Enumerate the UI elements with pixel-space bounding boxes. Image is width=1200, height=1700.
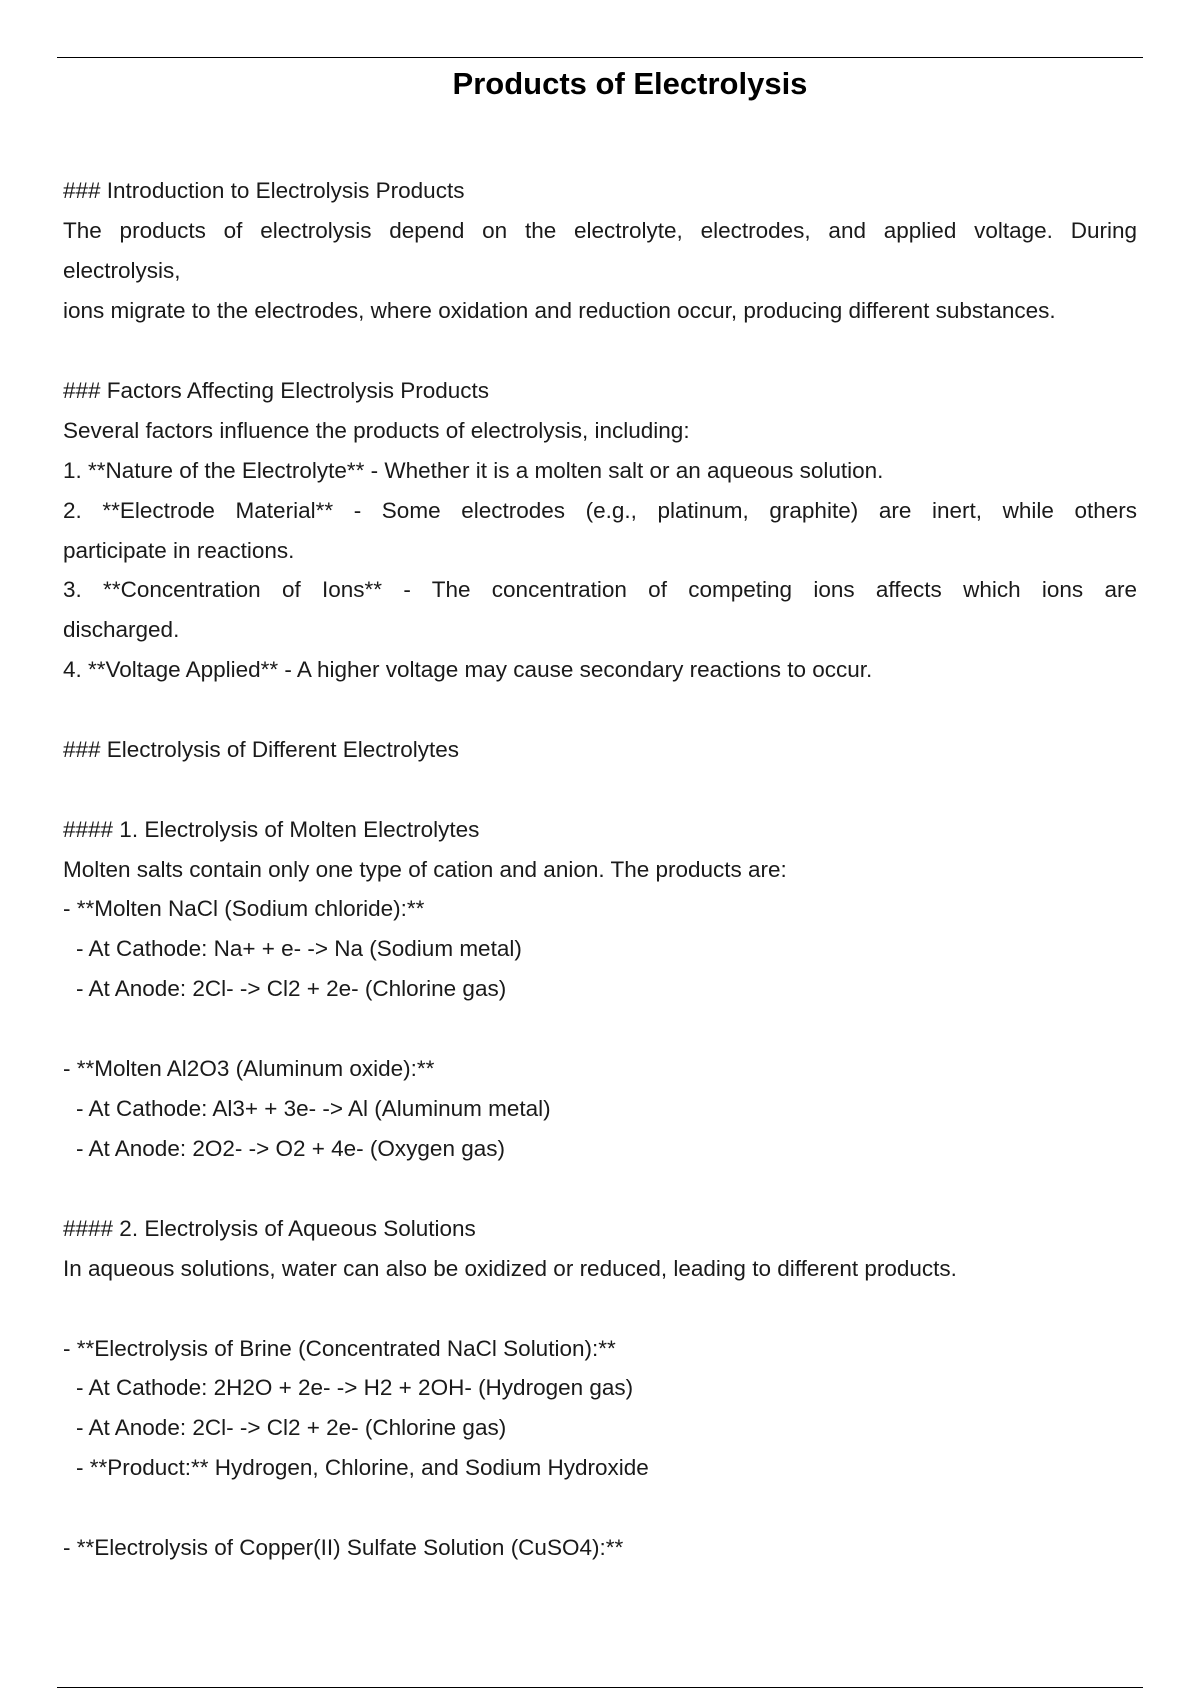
molten-al2o3-heading: - **Molten Al2O3 (Aluminum oxide):** [63, 1056, 435, 1081]
factor-item-1: 1. **Nature of the Electrolyte** - Whether it is a molten salt or an aqueous solution. [63, 458, 884, 483]
molten-nacl-cathode: - At Cathode: Na+ + e- -> Na (Sodium metal) [76, 936, 522, 961]
heading-aqueous-solutions: #### 2. Electrolysis of Aqueous Solutions [63, 1216, 476, 1241]
brine-heading: - **Electrolysis of Brine (Concentrated NaCl Solution):** [63, 1336, 616, 1361]
blank-line [63, 1488, 1137, 1528]
factor-item-2-line-1: 2. **Electrode Material** - Some electrodes (e.g., platinum, graphite) are inert, while others [63, 498, 1137, 523]
bottom-rule [57, 1687, 1143, 1688]
page-title: Products of Electrolysis [452, 66, 808, 101]
intro-paragraph-line-2: electrolysis, [63, 258, 181, 283]
blank-line [63, 1289, 1137, 1329]
factors-intro: Several factors influence the products of electrolysis, including: [63, 418, 690, 443]
factor-item-2-line-2: participate in reactions. [63, 538, 295, 563]
molten-intro: Molten salts contain only one type of cation and anion. The products are: [63, 857, 787, 882]
blank-line [63, 331, 1137, 371]
document-body [63, 171, 1137, 1568]
brine-product: - **Product:** Hydrogen, Chlorine, and Sodium Hydroxide [76, 1455, 649, 1480]
heading-different-electrolytes: ### Electrolysis of Different Electrolytes [63, 737, 460, 762]
molten-nacl-heading: - **Molten NaCl (Sodium chloride):** [63, 896, 425, 921]
heading-introduction: ### Introduction to Electrolysis Products [63, 178, 465, 203]
brine-cathode: - At Cathode: 2H2O + 2e- -> H2 + 2OH- (Hydrogen gas) [76, 1375, 634, 1400]
blank-line [63, 1169, 1137, 1209]
cuso4-heading: - **Electrolysis of Copper(II) Sulfate Solution (CuSO4):** [63, 1535, 624, 1560]
top-rule [57, 57, 1143, 58]
factor-item-3-line-1: 3. **Concentration of Ions** - The concentration of competing ions affects which ions are [63, 577, 1137, 602]
factor-item-4: 4. **Voltage Applied** - A higher voltage may cause secondary reactions to occur. [63, 657, 873, 682]
intro-paragraph-line-1: The products of electrolysis depend on the electrolyte, electrodes, and applied voltage. During [63, 218, 1137, 243]
blank-line [63, 770, 1137, 810]
heading-factors: ### Factors Affecting Electrolysis Products [63, 378, 490, 403]
molten-nacl-anode: - At Anode: 2Cl- -> Cl2 + 2e- (Chlorine gas) [76, 976, 507, 1001]
heading-molten-electrolytes: #### 1. Electrolysis of Molten Electrolytes [63, 817, 480, 842]
brine-anode: - At Anode: 2Cl- -> Cl2 + 2e- (Chlorine gas) [76, 1415, 507, 1440]
molten-al2o3-anode: - At Anode: 2O2- -> O2 + 4e- (Oxygen gas) [76, 1136, 505, 1161]
factor-item-3-line-2: discharged. [63, 617, 180, 642]
intro-paragraph-line-3: ions migrate to the electrodes, where oxidation and reduction occur, producing different substances. [63, 298, 1056, 323]
aqueous-intro: In aqueous solutions, water can also be oxidized or reduced, leading to different products. [63, 1256, 957, 1281]
molten-al2o3-cathode: - At Cathode: Al3+ + 3e- -> Al (Aluminum metal) [76, 1096, 551, 1121]
blank-line [63, 690, 1137, 730]
blank-line [63, 1009, 1137, 1049]
